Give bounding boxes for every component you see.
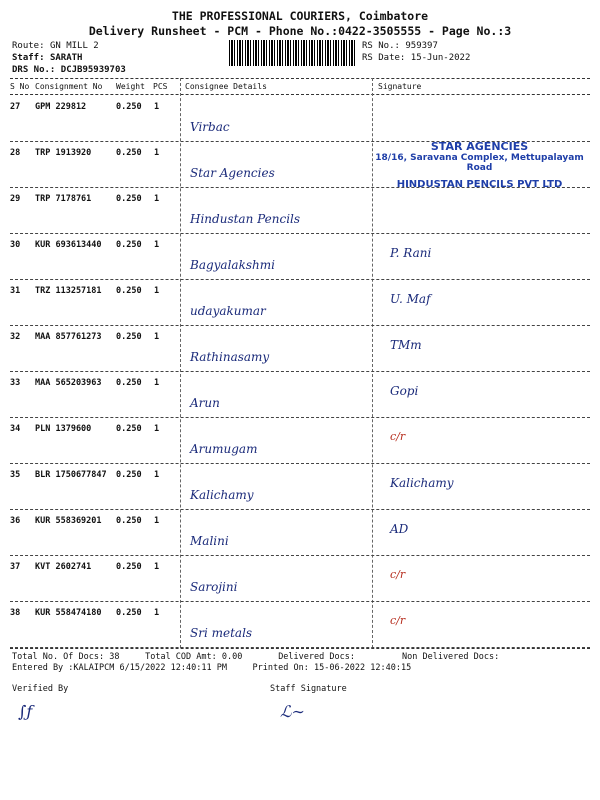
row-weight: 0.250 [116,470,142,480]
row-consignment-number: GPM 229812 [35,102,87,112]
drs-value: DCJB95939703 [60,65,126,75]
verified-by-label: Verified By [12,684,69,694]
row-signature: TMm [390,338,422,352]
total-docs-value: 38 [109,652,120,662]
row-consignment-number: PLN 1379600 [35,424,92,434]
row-signature: U. Maf [390,292,431,306]
row-serial-number: 35 [10,470,21,480]
row-signature: c/r [390,614,406,627]
footer-totals [12,652,355,663]
rs-no-label: RS No.: [362,41,400,51]
staff-label: Staff: [12,53,45,63]
row-signature: Kalichamy [390,476,454,490]
col-header-sno: S No [10,82,30,91]
col-header-pcs: PCS [153,82,168,91]
row-serial-number: 28 [10,148,21,158]
col-header-weight: Weight [116,82,145,91]
rs-no-value: 959397 [405,41,438,51]
row-weight: 0.250 [116,608,142,618]
row-serial-number: 30 [10,240,21,250]
row-weight: 0.250 [116,286,142,296]
row-serial-number: 29 [10,194,21,204]
table-row [10,602,590,648]
row-pieces: 1 [154,608,160,618]
row-pieces: 1 [154,516,160,526]
row-serial-number: 34 [10,424,21,434]
table-row [10,372,590,418]
row-serial-number: 37 [10,562,21,572]
col-header-consignee: Consignee Details [185,82,267,91]
row-weight: 0.250 [116,562,142,572]
row-pieces: 1 [154,562,160,572]
row-pieces: 1 [154,240,160,250]
row-signature: P. Rani [390,246,432,260]
entered-by-value: KALAIPCM 6/15/2022 12:40:11 PM [73,663,227,673]
row-consignee-name: Virbac [190,120,230,134]
stamp-line-3: HINDUSTAN PENCILS PVT LTD [396,179,563,190]
table-row [10,418,590,464]
total-cod-label: Total COD Amt: [145,652,217,662]
route-info [12,40,126,76]
printed-on-label: Printed On: [252,663,309,673]
total-cod-value: 0.00 [221,652,243,662]
delivery-stamp [372,88,587,238]
stamp-line-2: 18/16, Saravana Complex, Mettupalayam Road [375,153,584,173]
row-weight: 0.250 [116,424,142,434]
rs-date-label: RS Date: [362,53,406,63]
row-consignment-number: TRP 1913920 [35,148,92,158]
route-label: Route: [12,41,45,51]
row-consignment-number: MAA 857761273 [35,332,102,342]
printed-on-value: 15-06-2022 12:40:15 [313,663,412,673]
row-consignee-name: Sri metals [190,626,253,640]
row-serial-number: 38 [10,608,21,618]
col-header-consignment: Consignment No [35,82,103,91]
staff-signature-label: Staff Signature [270,684,347,694]
staff-signature-mark: ℒ∼ [280,702,305,721]
table-top-rule [10,78,590,79]
row-weight: 0.250 [116,378,142,388]
row-pieces: 1 [154,332,160,342]
row-consignee-name: Bagyalakshmi [190,258,275,272]
non-delivered-docs-label: Non Delivered Docs: [402,652,500,662]
row-consignment-number: KVT 2602741 [35,562,92,572]
row-weight: 0.250 [116,516,142,526]
row-consignee-name: udayakumar [190,304,266,318]
col-header-signature: Signature [378,82,422,91]
row-consignee-name: Arun [190,396,220,410]
staff-value: SARATH [49,53,83,63]
row-consignment-number: MAA 565203963 [35,378,102,388]
row-weight: 0.250 [116,332,142,342]
entered-by [12,663,411,674]
row-consignment-number: TRP 7178761 [35,194,92,204]
row-weight: 0.250 [116,240,142,250]
row-pieces: 1 [154,378,160,388]
table-row [10,234,590,280]
runsheet-title: THE PROFESSIONAL COURIERS, Coimbatore [171,9,429,23]
drs-label: DRS No.: [12,65,56,75]
rs-date-value: 15-Jun-2022 [410,53,471,63]
table-row [10,556,590,602]
row-consignee-name: Arumugam [190,442,258,456]
stamp-line-1: STAR AGENCIES [430,140,529,153]
row-serial-number: 27 [10,102,21,112]
row-weight: 0.250 [116,194,142,204]
row-serial-number: 31 [10,286,21,296]
row-signature: c/r [390,568,406,581]
row-consignee-name: Star Agencies [190,166,275,180]
verifier-signature: ∫ƒ [18,702,33,721]
row-pieces: 1 [154,470,160,480]
table-row [10,464,590,510]
row-consignment-number: TRZ 113257181 [35,286,102,296]
rs-info [362,40,470,64]
entered-by-label: Entered By : [12,663,74,673]
row-pieces: 1 [154,194,160,204]
table-row [10,280,590,326]
route-value: GN MILL 2 [49,41,99,51]
row-weight: 0.250 [116,102,142,112]
row-consignment-number: BLR 1750677847 [35,470,107,480]
row-consignee-name: Rathinasamy [190,350,270,364]
row-pieces: 1 [154,424,160,434]
row-consignee-name: Malini [190,534,229,548]
row-consignee-name: Sarojini [190,580,238,594]
delivered-docs-label: Delivered Docs: [278,652,355,662]
barcode [229,40,355,66]
table-row [10,510,590,556]
row-serial-number: 33 [10,378,21,388]
row-serial-number: 32 [10,332,21,342]
row-consignment-number: KUR 558474180 [35,608,102,618]
row-consignment-number: KUR 558369201 [35,516,102,526]
row-serial-number: 36 [10,516,21,526]
footer-rule [10,648,590,649]
runsheet-subtitle: Delivery Runsheet - PCM - Phone No.:0422-3505555 - Page No.:3 [88,24,512,38]
total-docs-label: Total No. Of Docs: [12,652,105,662]
row-consignee-name: Kalichamy [190,488,254,502]
row-signature: Gopi [390,384,419,398]
row-consignee-name: Hindustan Pencils [190,212,301,226]
row-pieces: 1 [154,148,160,158]
row-pieces: 1 [154,102,160,112]
row-signature: AD [390,522,409,536]
row-pieces: 1 [154,286,160,296]
table-row [10,326,590,372]
row-weight: 0.250 [116,148,142,158]
row-signature: c/r [390,430,406,443]
row-consignment-number: KUR 693613440 [35,240,102,250]
